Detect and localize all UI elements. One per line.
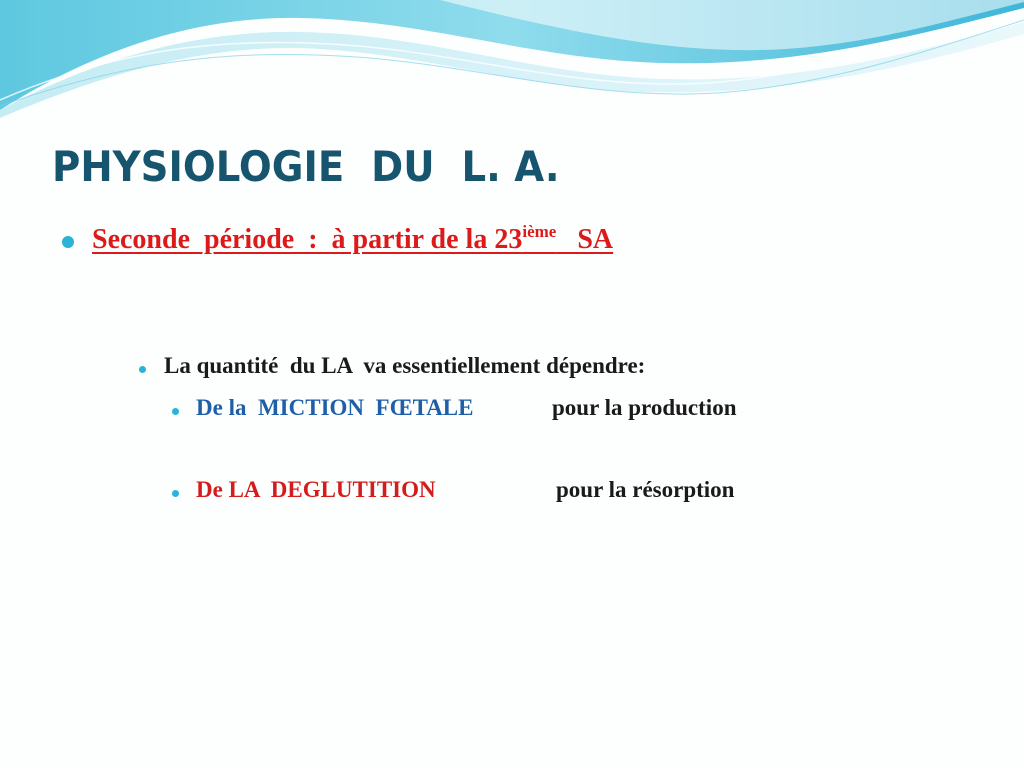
heading-main: Seconde période : à partir de la 23 — [92, 224, 523, 255]
heading-tail: SA — [556, 224, 614, 255]
bullet-level2 — [139, 366, 146, 373]
slide-title: PHYSIOLOGIE DU L. A. — [52, 142, 560, 191]
item-label-deglutition: De LA DEGLUTITION — [196, 477, 436, 502]
bullet-level3 — [172, 490, 179, 497]
bullet-level3 — [172, 408, 179, 415]
item-label-miction: De la MICTION FŒTALE — [196, 395, 474, 420]
section-heading — [92, 224, 613, 256]
heading-superscript: ième — [522, 222, 557, 241]
item-purpose-production: pour la production — [552, 395, 737, 420]
wave-decoration — [0, 0, 1024, 120]
item-purpose-resorption: pour la résorption — [556, 477, 735, 502]
level2-text: La quantité du LA va essentiellement dépendre: — [164, 353, 646, 378]
bullet-level1 — [62, 236, 74, 248]
